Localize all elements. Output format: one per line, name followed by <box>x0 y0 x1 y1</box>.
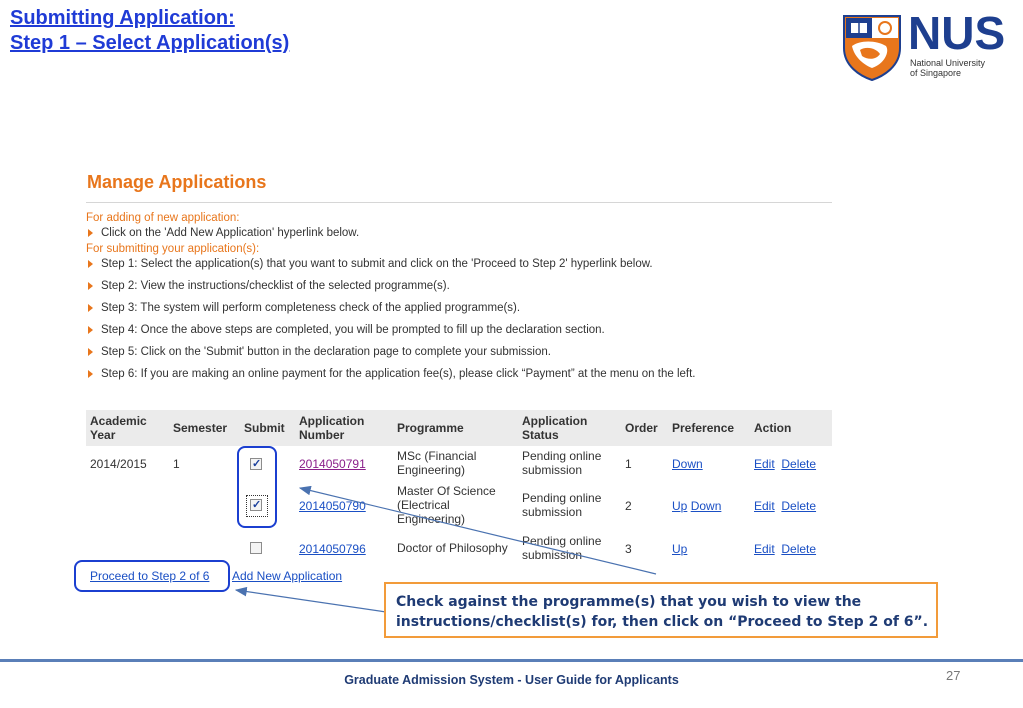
application-number-link[interactable]: 2014050790 <box>299 499 366 513</box>
arrow-to-checkbox <box>300 488 656 574</box>
col-application-status: Application Status <box>522 414 588 442</box>
delete-link[interactable]: Delete <box>781 499 817 513</box>
step-text: Step 6: If you are making an online payment for the application fee(s), please click “Payment” at the menu on the left. <box>101 368 696 380</box>
col-academic-year: Academic Year <box>90 414 147 442</box>
cell-programme: Doctor of Philosophy <box>397 541 508 555</box>
arrow-to-proceed <box>236 590 386 612</box>
cell-programme: MSc (Financial Engineering) <box>397 449 477 477</box>
check-icon: ✓ <box>252 499 262 511</box>
col-application-number: Application Number <box>299 414 365 442</box>
pref-up-link[interactable]: Up <box>672 499 688 513</box>
edit-link[interactable]: Edit <box>754 542 775 556</box>
cell-semester: 1 <box>173 457 180 471</box>
cell-academic-year: 2014/2015 <box>90 457 147 471</box>
submitting-label: For submitting your application(s): <box>86 243 260 255</box>
col-preference: Preference <box>672 421 735 435</box>
callout-line1: Check against the programme(s) that you wish to view the <box>396 594 862 610</box>
adding-step-text: Click on the 'Add New Application' hyperlink below. <box>101 227 360 239</box>
logo-subtitle-line2: of Singapore <box>910 68 962 78</box>
step-text: Step 1: Select the application(s) that you want to submit and click on the 'Proceed to Step 2' hyperlink below. <box>101 258 653 270</box>
col-semester: Semester <box>173 421 228 435</box>
slide-title-line2: Step 1 – Select Application(s) <box>10 32 290 54</box>
callout-text <box>396 592 928 632</box>
cell-programme: Master Of Science (Electrical Engineering) <box>397 484 496 526</box>
step-text: Step 5: Click on the 'Submit' button in the declaration page to complete your submission. <box>101 346 551 358</box>
pref-up-link[interactable]: Up <box>672 542 688 556</box>
pref-down-link[interactable]: Down <box>690 499 722 513</box>
delete-link[interactable]: Delete <box>781 457 817 471</box>
delete-link[interactable]: Delete <box>781 542 817 556</box>
page-heading: Manage Applications <box>87 172 267 192</box>
col-order: Order <box>625 421 658 435</box>
logo-wordmark: NUS <box>908 7 1006 59</box>
slide-title-line1: Submitting Application: <box>10 7 235 29</box>
callout-line2: instructions/checklist(s) for, then click on “Proceed to Step 2 of 6”. <box>396 614 929 630</box>
adding-label: For adding of new application: <box>86 212 240 224</box>
pref-down-link[interactable]: Down <box>672 457 703 471</box>
cell-order: 2 <box>625 499 632 513</box>
page-number: 27 <box>946 668 961 683</box>
logo-subtitle-line1: National University <box>910 58 986 68</box>
edit-link[interactable]: Edit <box>754 457 775 471</box>
check-icon: ✓ <box>252 458 262 470</box>
col-programme: Programme <box>397 421 464 435</box>
footer-text: Graduate Admission System - User Guide for Applicants <box>344 673 679 687</box>
cell-status: Pending online submission <box>522 491 602 519</box>
footer-divider <box>0 659 1023 662</box>
edit-link[interactable]: Edit <box>754 499 775 513</box>
application-number-link[interactable]: 2014050796 <box>299 542 366 556</box>
add-new-application-link[interactable]: Add New Application <box>232 569 343 583</box>
col-action: Action <box>754 421 792 435</box>
step-text: Step 4: Once the above steps are completed, you will be prompted to fill up the declaration section. <box>101 324 605 336</box>
callout-box <box>384 582 938 638</box>
proceed-link[interactable]: Proceed to Step 2 of 6 <box>90 569 210 583</box>
cell-order: 1 <box>625 457 632 471</box>
cell-order: 3 <box>625 542 632 556</box>
step-text: Step 3: The system will perform completeness check of the applied programme(s). <box>101 302 521 314</box>
col-submit: Submit <box>244 421 285 435</box>
step-text: Step 2: View the instructions/checklist of the selected programme(s). <box>101 280 450 292</box>
application-number-link[interactable]: 2014050791 <box>299 457 366 471</box>
cell-status: Pending online submission <box>522 449 602 477</box>
cell-status: Pending online submission <box>522 534 602 562</box>
